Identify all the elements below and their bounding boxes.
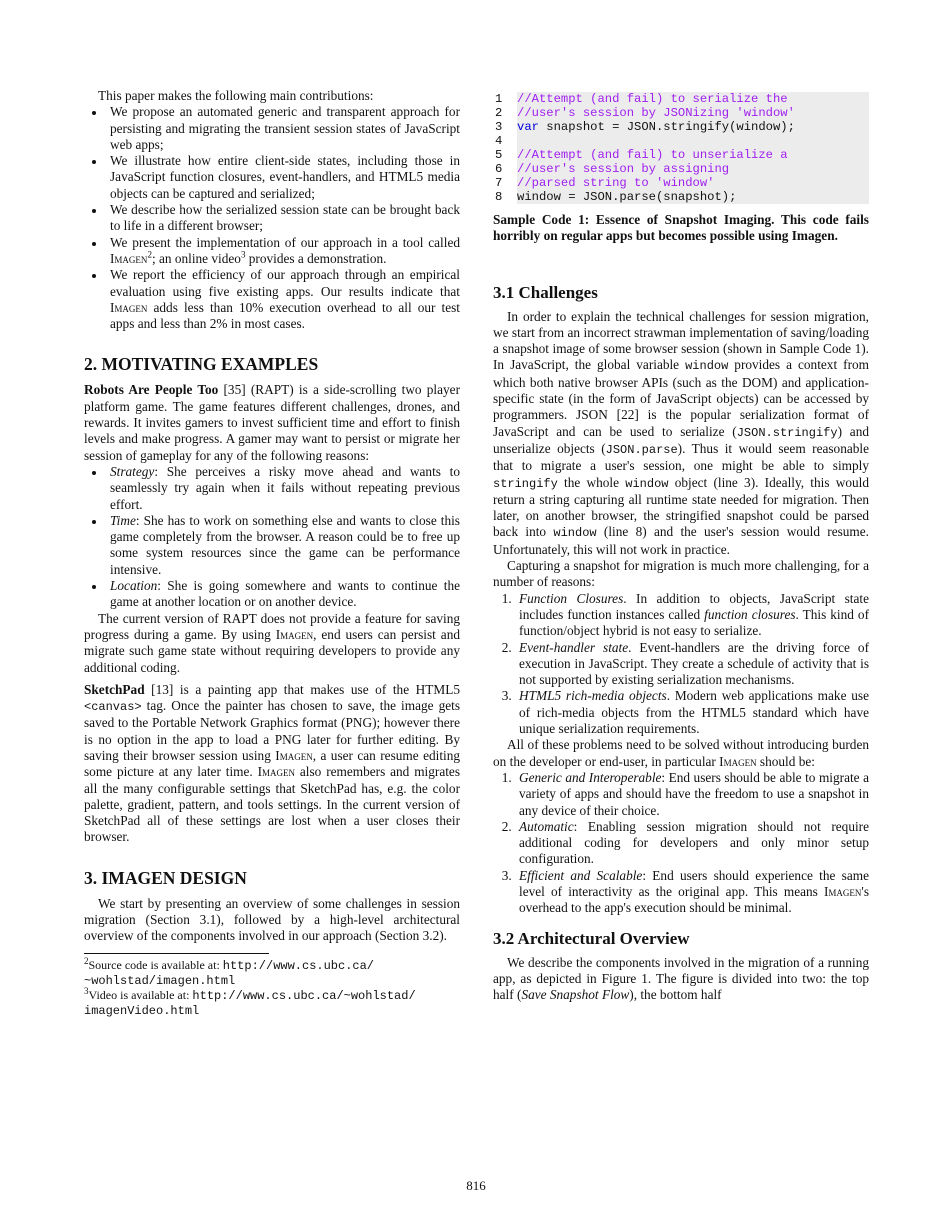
code-caption: Sample Code 1: Essence of Snapshot Imaging. This code fails horribly on regular apps but becomes possible using Imagen. [493, 212, 869, 244]
list-item: • We report the efficiency of our approach through an empirical evaluation using five existing apps. Our results indicate that Imagen adds less than 10% execution overhead to all our test apps and less than 2% in most cases. [106, 267, 460, 332]
architecture-paragraph: We describe the components involved in the migration of a running app, as depicted in Figure 1. The figure is divided into two: the top half (Save Snapshot Flow), the bottom half [493, 954, 869, 1003]
footnote-link[interactable]: http://www.cs.ubc.ca/~wohlstad/ [192, 988, 416, 1003]
requirements-list [493, 770, 869, 917]
code-line: 5 //Attempt (and fail) to unserialize a [495, 148, 788, 162]
code-line: 4 [493, 134, 869, 148]
subsection-heading: 3.2 Architectural Overview [493, 928, 690, 948]
challenges-list [493, 591, 869, 738]
list-item: • We describe how the serialized session state can be brought back to life in a different browser; [106, 202, 460, 235]
design-intro-paragraph: We start by presenting an overview of some challenges in session migration (Section 3.1), followed by a high-level architectural overview of the components involved in our approach (Section 3.2). [84, 895, 460, 944]
contributions-intro: This paper makes the following main contributions: [98, 88, 374, 103]
list-item: 2. Automatic: Enabling session migration should not require additional coding for developers and only minor setup configuration. [515, 819, 869, 868]
list-item: • We present the implementation of our approach in a tool called Imagen$^2$; an online video$^3$ provides a demonstration. [106, 235, 460, 268]
reasons-list [84, 464, 460, 611]
list-item: • Strategy: She perceives a risky move ahead and wants to seamlessly try again when it fails without repeating previous effort. [106, 464, 460, 513]
list-item: • We propose an automated generic and transparent approach for persisting and migrating the transient session states of JavaScript web apps; [106, 104, 460, 153]
code-line: 6 //user's session by assigning [495, 162, 730, 176]
code-line: 7 //parsed string to 'window' [495, 176, 715, 190]
rapt-feature-paragraph: The current version of RAPT does not provide a feature for saving progress during a game. By using Imagen, end users can persist and migrate such game state without requiring developers to provide any additional coding. [84, 610, 460, 675]
footnote-link[interactable]: http://www.cs.ubc.ca/ [222, 958, 375, 973]
list-item: 2. Event-handler state. Event-handlers are the driving force of execution in JavaScript. They create a schedule of activity that is not supported by existing serialization mechanisms. [515, 640, 869, 689]
left-column [84, 88, 460, 1018]
list-item: 1. Generic and Interoperable: End users should be able to migrate a variety of apps and should have the freedom to use a snapshot in any device of their choice. [515, 770, 869, 819]
list-item: 3. Efficient and Scalable: End users should experience the same level of interactivity as the original app. This means Imagen's overhead to the app's execution should be minimal. [515, 868, 869, 917]
list-item: • Time: She has to work on something else and wants to close this game completely from the browser. A reason could be to free up some system resources since the game can be performance intensive. [106, 513, 460, 578]
code-line: 3 var snapshot = JSON.stringify(window); [495, 120, 795, 134]
rapt-paragraph: Robots Are People Too [35] (RAPT) is a side-scrolling two player platform game. The game features different challenges, drones, and rewards. It invites gamers to invest sufficient time and effort to finish levels and make progress. A gamer may want to persist or migrate her session of gameplay for any of the following reasons: [84, 382, 460, 463]
challenges-paragraph: In order to explain the technical challenges for session migration, we start from an incorrect strawman implementation of saving/loading a snapshot image of some browser session (shown in Sample Code 1). In JavaScript, the global variable window provides a context from which both native browser APIs (such as the DOM) and application-specific state (in the form of JavaScript objects) can be accessed by programmers. JSON [22] is the popular serialization format of JavaScript and can be used to serialize (JSON.stringify) and unserialize objects (JSON.parse). Thus it would seem reasonable that to migrate a user's session, one might be able to simply stringify the whole window object (line 3). Ideally, this would return a string capturing all runtime state needed for migration. Then later, on another browser, the stringified snapshot could be parsed back into window (line 8) and the user's session would resume. Unfortunately, this will not work in practice. [493, 308, 870, 557]
capture-paragraph: Capturing a snapshot for migration is much more challenging, for a number of reasons: [493, 558, 869, 590]
footnote-link[interactable]: ~wohlstad/imagen.html [84, 973, 236, 988]
list-item: • We illustrate how entire client-side states, including those in JavaScript function closures, event-handlers, and HTML5 media objects can be captured and serialized; [106, 153, 460, 202]
list-item: 1. Function Closures. In addition to objects, JavaScript state includes function instances called function closures. This kind of function/object hybrid is not easy to serialize. [515, 591, 869, 640]
problems-paragraph: All of these problems need to be solved without introducing burden on the developer or end-user, in particular Imagen should be: [493, 737, 869, 769]
code-listing [493, 92, 869, 204]
code-line: 2 //user's session by JSONizing 'window' [495, 106, 795, 120]
sketchpad-paragraph: SketchPad [13] is a painting app that makes use of the HTML5 <canvas> tag. Once the painter has chosen to save, the image gets saved to the Portable Network Graphics format (PNG); however there is no option in the app to load a PNG later for further editing. By saving their browser session using Imagen, a user can resume editing some picture at any later time. Imagen also remembers and migrates all the many configurable settings that SketchPad has, e.g. the color palette, gradient, pattern, and tools settings. In the current version of SketchPad all of these settings are lost when a user closes their browser. [84, 681, 460, 845]
section-heading: 3. IMAGEN DESIGN [84, 867, 247, 888]
page-number: 816 [466, 1178, 486, 1193]
code-line: 8 window = JSON.parse(snapshot); [495, 190, 737, 204]
footnote: $^3$Video is available at: http://www.cs.ubc.ca/~wohlstad/ imagenVideo.html [84, 985, 416, 1018]
contributions-list [84, 104, 460, 332]
footnote: $^2$Source code is available at: http://www.cs.ubc.ca/ ~wohlstad/imagen.html [84, 955, 375, 988]
right-column [493, 88, 869, 1003]
list-item: 3. HTML5 rich-media objects. Modern web applications make use of rich-media objects from the HTML5 standard which have unique serialization requirements. [515, 688, 869, 737]
section-heading: 2. MOTIVATING EXAMPLES [84, 354, 319, 375]
footnote-link[interactable]: imagenVideo.html [84, 1003, 200, 1018]
code-line: 1 //Attempt (and fail) to serialize the [495, 92, 788, 106]
list-item: • Location: She is going somewhere and wants to continue the game at another location or on another device. [106, 578, 460, 611]
subsection-heading: 3.1 Challenges [493, 282, 598, 302]
footnote-divider [84, 953, 269, 954]
